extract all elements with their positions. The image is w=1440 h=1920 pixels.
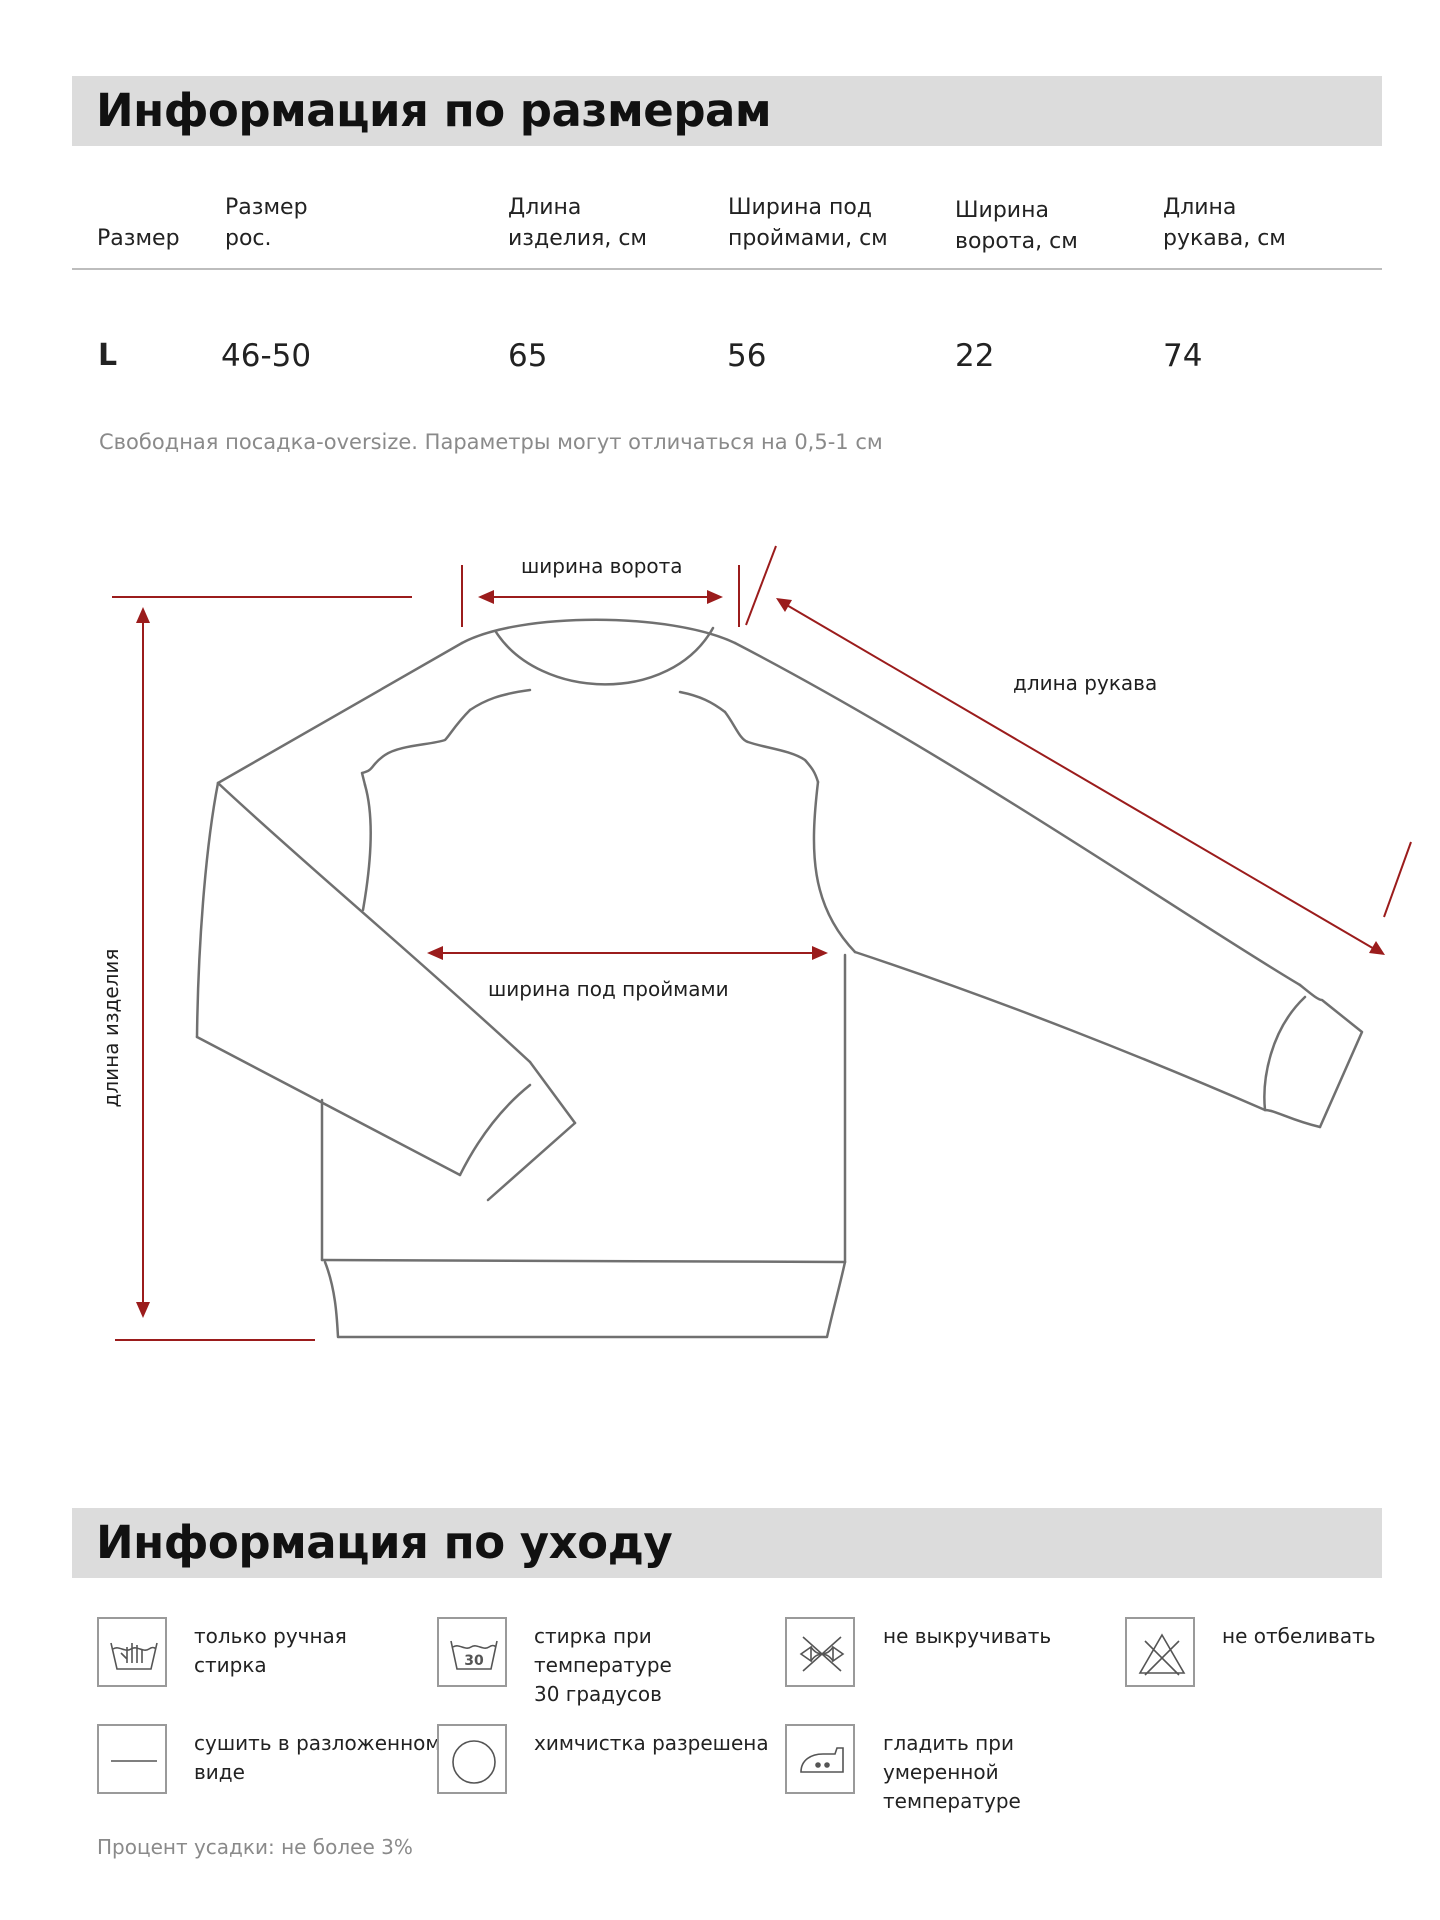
size-info-banner	[72, 76, 1382, 146]
svg-text:30: 30	[464, 1653, 484, 1669]
no-wring-icon	[785, 1617, 855, 1687]
header-size: Размер	[97, 226, 180, 251]
size-info-title: Информация по размерам	[96, 84, 772, 137]
care-text-iron-medium: гладить при умеренной температуре	[883, 1731, 1021, 1813]
label-sleeve-length: длина рукава	[1013, 671, 1158, 695]
care-text-no-wring: не выкручивать	[883, 1624, 1052, 1648]
measurement-guides	[112, 546, 1411, 1340]
shrink-note: Процент усадки: не более 3%	[97, 1835, 413, 1859]
wash-30-icon	[437, 1617, 507, 1687]
dry-flat-icon	[97, 1724, 167, 1794]
value-collar-width: 22	[955, 338, 995, 374]
fit-note: Свободная посадка-oversize. Параметры могут отличаться на 0,5-1 см	[99, 430, 883, 454]
value-sleeve-length: 74	[1163, 338, 1203, 374]
label-collar-width: ширина ворота	[521, 554, 683, 578]
dry-clean-icon	[437, 1724, 507, 1794]
value-armhole-width: 56	[727, 338, 767, 374]
care-info-title: Информация по уходу	[96, 1516, 673, 1569]
label-garment-length: длина изделия	[99, 948, 123, 1108]
header-height: Размер рос.	[225, 195, 308, 251]
no-bleach-icon	[1125, 1617, 1195, 1687]
care-text-dry-flat: сушить в разложенном виде	[194, 1731, 441, 1784]
care-text-dry-clean: химчистка разрешена	[534, 1731, 769, 1755]
table-divider	[72, 268, 1382, 270]
header-sleeve-length: Длина рукава, см	[1163, 195, 1286, 251]
sweatshirt-outline	[197, 620, 1362, 1337]
header-collar-width: Ширина ворота, см	[955, 198, 1078, 254]
value-length: 65	[508, 338, 548, 374]
care-text-wash-30: стирка при температуре 30 градусов	[534, 1624, 672, 1706]
care-text-hand-wash: только ручная стирка	[194, 1624, 347, 1677]
care-info-banner	[72, 1508, 1382, 1578]
care-text-no-bleach: не отбеливать	[1222, 1624, 1376, 1648]
hand-wash-icon	[97, 1617, 167, 1687]
header-length: Длина изделия, см	[508, 195, 648, 251]
value-height: 46-50	[221, 338, 312, 374]
value-size: L	[98, 338, 118, 373]
label-armhole-width: ширина под проймами	[488, 977, 729, 1001]
iron-medium-icon	[785, 1724, 855, 1794]
header-armhole-width: Ширина под проймами, см	[728, 195, 888, 251]
sweatshirt-diagram	[0, 520, 1440, 1360]
